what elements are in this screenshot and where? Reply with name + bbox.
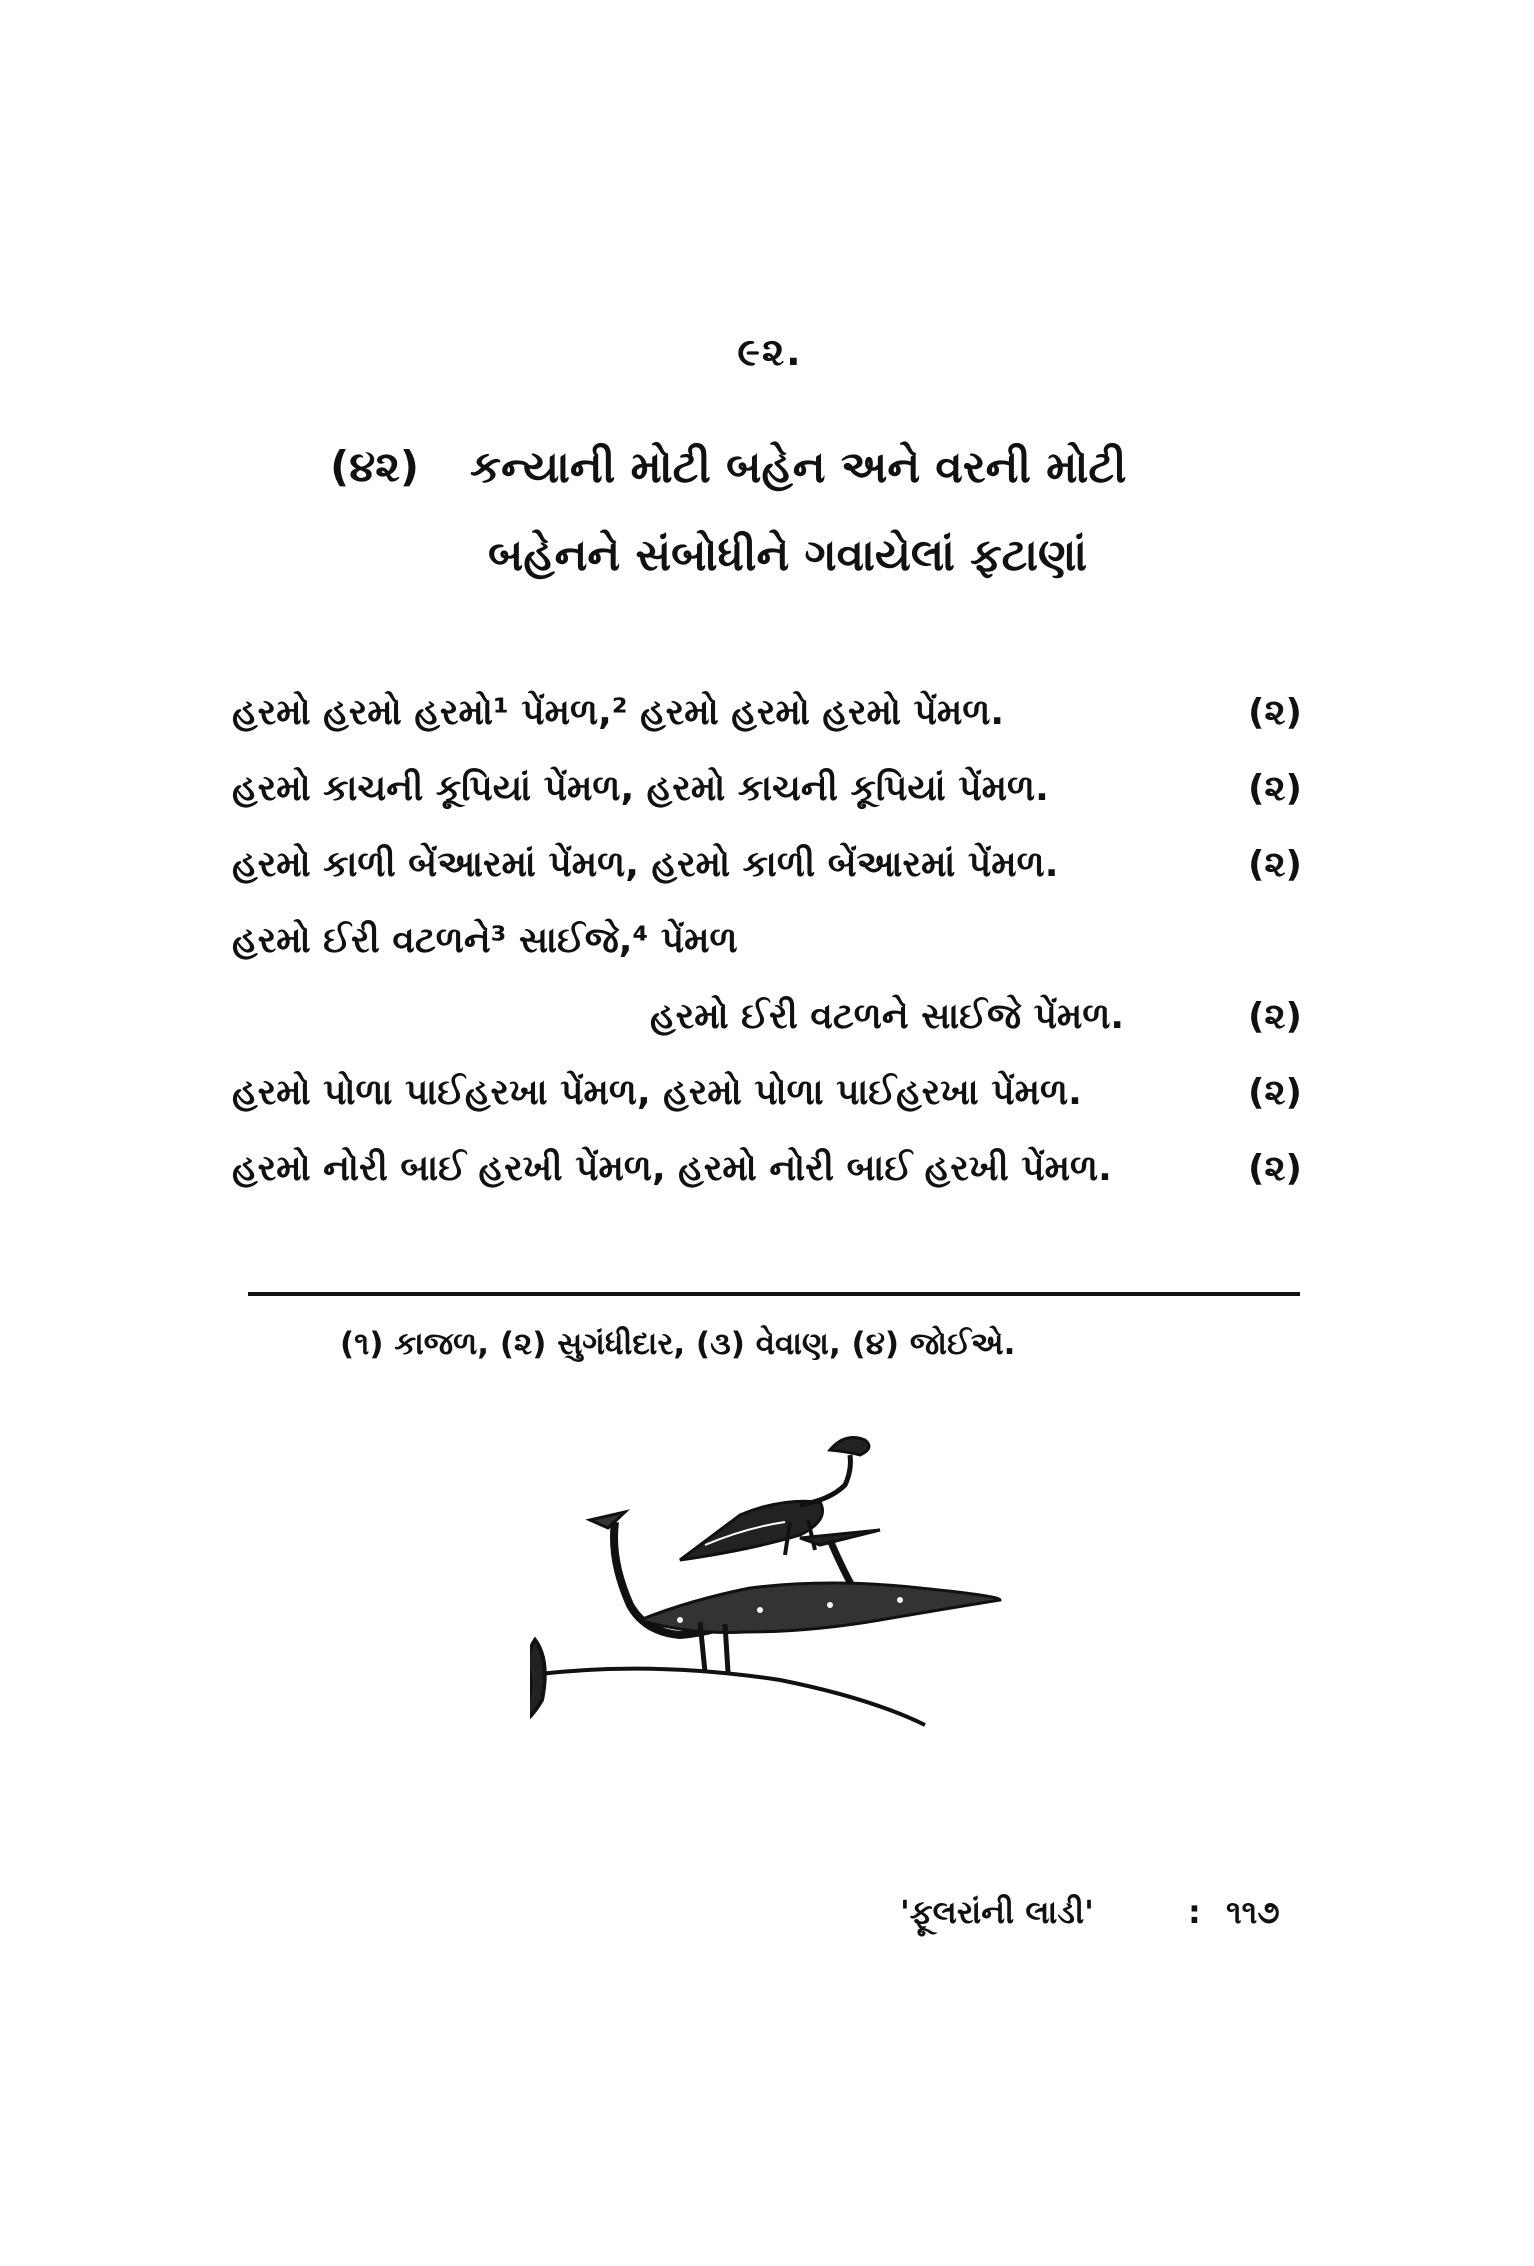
book-reference-separator: : [1188,1893,1201,1931]
footnote-rule [248,1292,1300,1296]
song-title-line-2: બહેનને સંબોધીને ગવાયેલાં ફટાણાં [488,530,1088,581]
verse-repeat-mark: (૨) [1247,1072,1302,1113]
verse-text: હરમો ઈરી વટળને³ સાઈજે,⁴ પેંમળ [232,920,738,961]
song-number: (૪૨) [330,442,420,491]
verse-repeat-mark: (૨) [1247,692,1302,733]
book-reference: 'ફૂલરાંની લાડી' [900,1893,1094,1931]
verse-line [232,680,1302,756]
song-title-line-1: કન્યાની મોટી બહેન અને વરની મોટી [470,442,1127,493]
peacock-illustration [530,1410,1030,1780]
verse-line [232,832,1302,908]
verse-line [232,908,1302,984]
footnotes: (૧) કાજળ, (૨) સુગંધીદાર, (૩) વેવાણ, (૪) જોઈએ. [340,1326,1016,1362]
book-page-number: ૧૧૭ [1226,1893,1280,1931]
verse-repeat-mark: (૨) [1247,844,1302,885]
verse-text: હરમો હરમો હરમો¹ પેંમળ,² હરમો હરમો હરમો પેંમળ. [232,692,1005,733]
verse-text: હરમો ઈરી વટળને સાઈજે પેંમળ. [650,996,1125,1037]
verse-text: હરમો કાચની કૂપિયાં પેંમળ, હરમો કાચની કૂપિયાં પેંમળ. [232,768,1049,809]
verse-repeat-mark: (૨) [1247,996,1302,1037]
verse-line [232,1060,1302,1136]
verse-block [232,680,1302,1212]
page-number: ૯૨. [737,330,803,374]
verse-text: હરમો પોળા પાઈહરખા પેંમળ, હરમો પોળા પાઈહરખા પેંમળ. [232,1072,1082,1113]
peacock-upper [680,1438,880,1600]
verse-text: હરમો નોરી બાઈ હરખી પેંમળ, હરમો નોરી બાઈ હરખી પેંમળ. [232,1148,1112,1189]
verse-repeat-mark: (૨) [1247,768,1302,809]
verse-repeat-mark: (૨) [1247,1148,1302,1189]
verse-text: હરમો કાળી બેંઆરમાં પેંમળ, હરમો કાળી બેંઆરમાં પેંમળ. [232,844,1059,885]
verse-line-continuation [232,984,1302,1060]
verse-line [232,756,1302,832]
verse-line [232,1136,1302,1212]
